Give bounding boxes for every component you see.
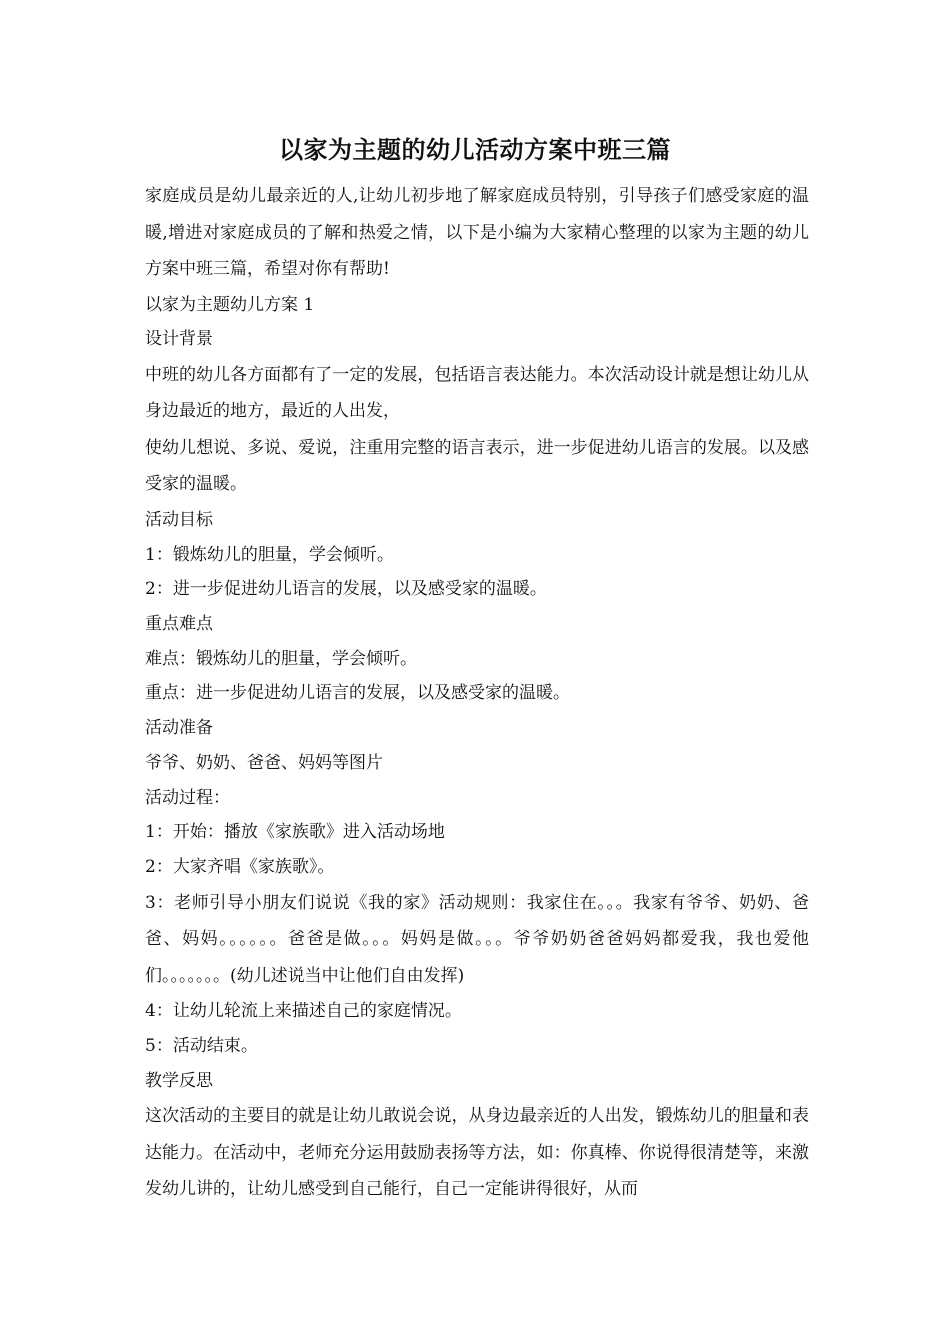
section-title: 以家为主题幼儿方案 1 <box>145 294 315 315</box>
goal-item: 1：锻炼幼儿的胆量，学会倾听。 <box>145 544 394 565</box>
prep-heading: 活动准备 <box>145 718 213 739</box>
design-background-heading: 设计背景 <box>145 329 213 350</box>
key-point-text: 重点：进一步促进幼儿语言的发展，以及感受家的温暖。 <box>145 683 570 704</box>
process-heading: 活动过程： <box>145 787 230 808</box>
goals-heading: 活动目标 <box>145 509 213 530</box>
document-body <box>145 178 809 1208</box>
key-points-heading: 重点难点 <box>145 614 213 635</box>
process-step: 2：大家齐唱《家族歌》。 <box>145 856 335 877</box>
design-background-paragraph-2: 使幼儿想说、多说、爱说，注重用完整的语言表示，进一步促进幼儿语言的发展。以及感受家的温暖。 <box>145 437 809 495</box>
process-step: 4：让幼儿轮流上来描述自己的家庭情况。 <box>145 1001 462 1022</box>
difficulty-text: 难点：锻炼幼儿的胆量，学会倾听。 <box>145 648 417 669</box>
design-background-paragraph-1: 中班的幼儿各方面都有了一定的发展，包括语言表达能力。本次活动设计就是想让幼儿从身边最近的地方，最近的人出发， <box>145 364 809 422</box>
intro-paragraph: 家庭成员是幼儿最亲近的人,让幼儿初步地了解家庭成员特别，引导孩子们感受家庭的温暖,增进对家庭成员的了解和热爱之情，以下是小编为大家精心整理的以家为主题的幼儿方案中班三篇，希望对你有帮助! <box>145 186 809 279</box>
document-title: 以家为主题的幼儿活动方案中班三篇 <box>279 135 671 164</box>
goal-item: 2：进一步促进幼儿语言的发展，以及感受家的温暖。 <box>145 579 547 600</box>
reflection-heading: 教学反思 <box>145 1070 213 1091</box>
process-step: 1：开始：播放《家族歌》进入活动场地 <box>145 822 445 843</box>
process-step: 5：活动结束。 <box>145 1035 258 1056</box>
prep-items: 爷爷、奶奶、爸爸、妈妈等图片 <box>145 752 383 773</box>
reflection-paragraph: 这次活动的主要目的就是让幼儿敢说会说，从身边最亲近的人出发，锻炼幼儿的胆量和表达能力。在活动中，老师充分运用鼓励表扬等方法，如：你真棒、你说得很清楚等，来激发幼儿讲的，让幼儿感受到自己能行，自己一定能讲得很好，从而 <box>145 1106 809 1200</box>
process-step: 3：老师引导小朋友们说说《我的家》活动规则：我家住在。。。我家有爷爷、奶奶、爸爸、妈妈。。。。。。爸爸是做。。。妈妈是做。。。爷爷奶奶爸爸妈妈都爱我，我也爱他们。。。。。。。(幼儿述说当中让他们自由发挥) <box>145 892 809 986</box>
